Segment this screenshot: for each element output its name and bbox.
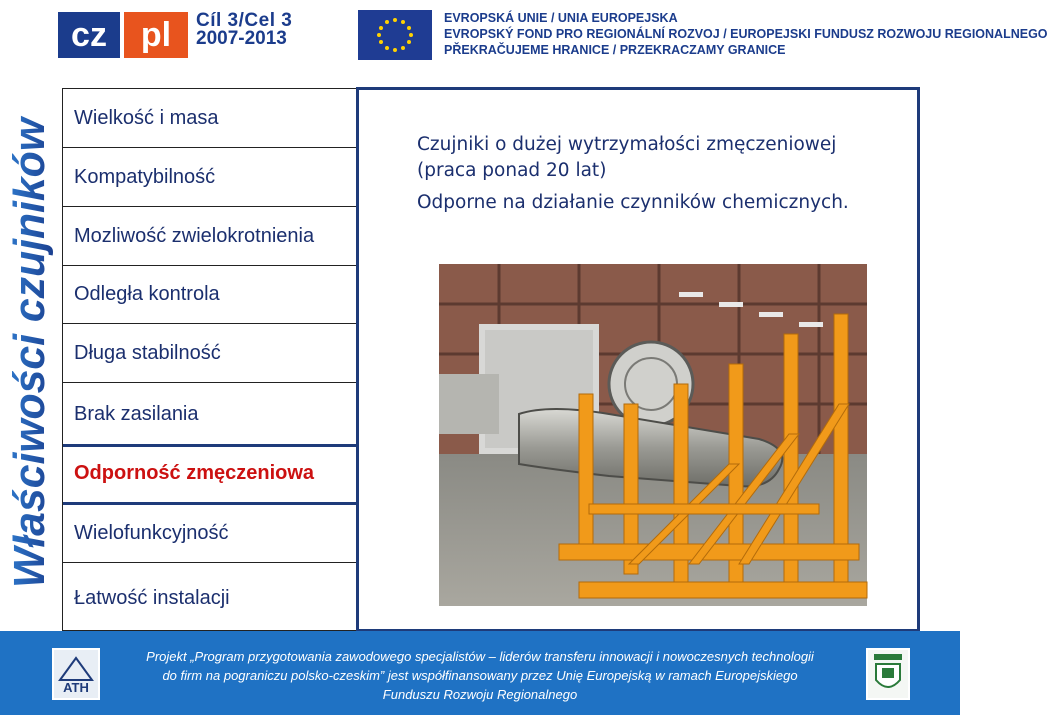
list-item-label: Mozliwość zwielokrotnienia	[74, 225, 315, 247]
panel-line-1: Czujniki o dużej wytrzymałości zmęczeniowej	[417, 134, 837, 155]
list-item[interactable]	[63, 207, 359, 266]
panel-line-3: Odporne na działanie czynników chemicznych.	[417, 192, 849, 213]
school-emblem	[866, 648, 910, 700]
list-item-label: Długa stabilność	[74, 342, 221, 364]
list-item-label: Odporność zmęczeniowa	[74, 462, 315, 484]
list-item-label: Wielofunkcyjność	[74, 522, 229, 544]
footer-line-1: Projekt „Program przygotowania zawodowego specjalistów – liderów transferu innowacji i nowoczesnych technologii	[146, 649, 814, 664]
ath-logo-text: ATH	[63, 680, 89, 695]
properties-list	[62, 88, 359, 631]
eu-union-line: EVROPSKÁ UNIE / UNIA EUROPEJSKA	[444, 11, 678, 25]
footer-line-2: do firm na pograniczu polsko-czeskim” jest współfinansowany przez Unię Europejską w ramach Europejskiego	[162, 668, 798, 683]
footer-text	[120, 647, 840, 704]
program-label	[196, 12, 292, 48]
list-item-active[interactable]	[63, 444, 359, 505]
panel-description	[417, 132, 849, 216]
eu-flag-icon	[358, 10, 432, 60]
list-item[interactable]	[63, 563, 359, 629]
eu-funding-text	[444, 10, 1048, 58]
list-item[interactable]	[63, 148, 359, 207]
ath-logo-icon	[54, 650, 98, 698]
content-panel	[356, 87, 920, 632]
test-rig-photo	[439, 264, 867, 606]
list-item-label: Wielkość i masa	[74, 107, 219, 129]
list-item-label: Brak zasilania	[74, 403, 199, 425]
emblem-icon	[868, 650, 908, 698]
czpl-logo	[58, 10, 188, 60]
list-item-label: Kompatybilność	[74, 166, 216, 188]
footer-line-3: Funduszu Rozwoju Regionalnego	[382, 687, 578, 702]
program-goal: Cíl 3/Cel 3	[196, 10, 293, 31]
list-item[interactable]	[63, 89, 359, 148]
list-item[interactable]	[63, 383, 359, 445]
eu-border-line: PŘEKRAČUJEME HRANICE / PRZEKRACZAMY GRANICE	[444, 43, 786, 57]
side-title-text: Właściwości czujników	[5, 103, 54, 588]
side-title	[0, 103, 64, 590]
eu-fund-line: EVROPSKÝ FOND PRO REGIONÁLNÍ ROZVOJ / EUROPEJSKI FUNDUSZ ROZWOJU REGIONALNEGO	[444, 27, 1048, 41]
panel-line-2: (praca ponad 20 lat)	[417, 160, 607, 181]
svg-text:pl: pl	[140, 16, 172, 54]
ath-logo	[52, 648, 100, 700]
list-item[interactable]	[63, 324, 359, 383]
program-period: 2007-2013	[196, 28, 287, 49]
list-item[interactable]	[63, 505, 359, 563]
svg-text:cz: cz	[71, 16, 107, 54]
list-item-label: Łatwość instalacji	[74, 587, 230, 609]
list-item-label: Odległa kontrola	[74, 283, 220, 305]
footer	[0, 631, 960, 715]
list-item[interactable]	[63, 266, 359, 324]
